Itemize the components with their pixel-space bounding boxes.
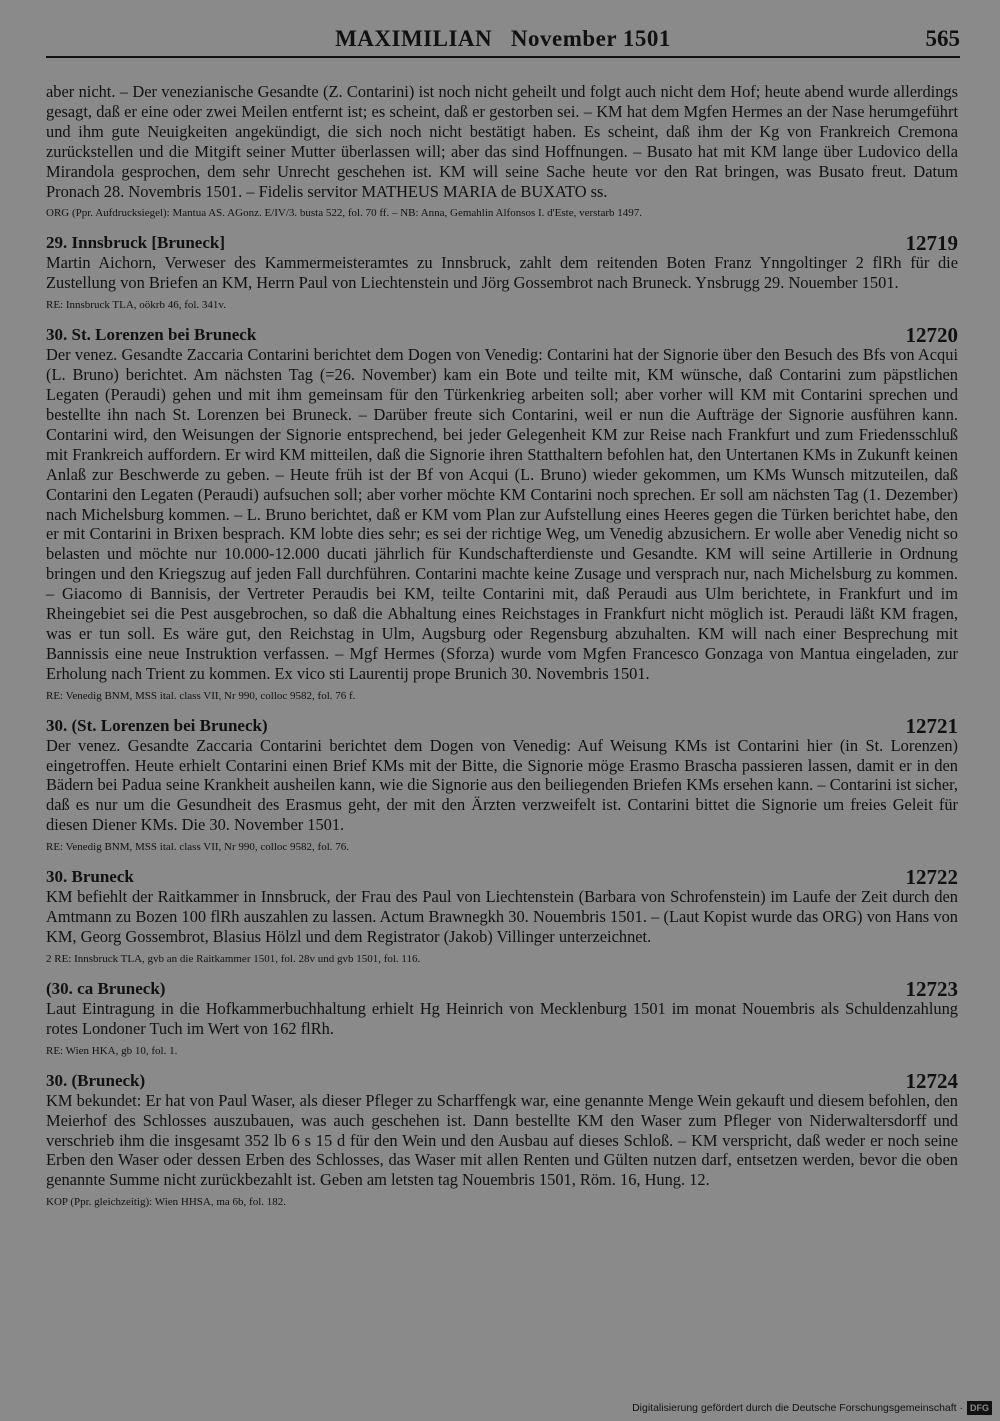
entry-source: RE: Wien HKA, gb 10, fol. 1.: [46, 1044, 178, 1057]
running-header: [46, 26, 960, 58]
entry-text: Martin Aichorn, Verweser des Kammermeisteramtes zu Innsbruck, zahlt dem reitenden Boten Franz Ynngoltinger 2 flRh für die Zustellung von Briefen an KM, Herrn Paul von Liechtenstein und Jörg Gossembrot nach Bruneck. Ynsbrugg 29. Nouember 1501.: [46, 253, 958, 293]
entry-12720: [46, 325, 958, 702]
entry-source: RE: Venedig BNM, MSS ital. class VII, Nr 990, colloc 9582, fol. 76.: [46, 841, 349, 854]
entry-number: 12723: [905, 976, 958, 1001]
entry-heading: (30. ca Bruneck): [46, 978, 166, 998]
entry-12721: [46, 713, 958, 855]
entry-heading: 30. St. Lorenzen bei Bruneck: [46, 325, 257, 345]
entry-header: [46, 323, 958, 348]
footer-text: Digitalisierung gefördert durch die Deutsche Forschungsgemeinschaft ·: [632, 1402, 963, 1414]
entry-12719: [46, 233, 958, 312]
header-title: MAXIMILIAN November 1501: [335, 26, 671, 51]
entry-header: [46, 865, 958, 890]
entry-header: [46, 231, 958, 256]
entry-12722: [46, 867, 958, 966]
entry-heading: 30. Bruneck: [46, 867, 134, 887]
entry-12723: [46, 976, 958, 1058]
dfg-logo-icon: DFG: [967, 1401, 992, 1415]
entry-heading: 30. (St. Lorenzen bei Bruneck): [46, 715, 268, 735]
entry-number: 12720: [905, 323, 958, 348]
entry-header: [46, 713, 958, 738]
intro-source: ORG (Ppr. Aufdrucksiegel): Mantua AS. AGonz. E/IV/3. busta 522, fol. 70 ff. – NB: Anna, Gemahlin Alfonsos I. d'Este, verstarb 1497.: [46, 207, 643, 220]
entry-source: RE: Venedig BNM, MSS ital. class VII, Nr 990, colloc 9582, fol. 76 f.: [46, 689, 356, 702]
entry-number: 12721: [905, 713, 958, 738]
page-content: [46, 82, 958, 1209]
entry-header: [46, 976, 958, 1001]
intro-continuation: [46, 82, 958, 220]
entry-header: [46, 1068, 958, 1093]
entry-number: 12724: [905, 1068, 958, 1093]
digitization-footer: [632, 1401, 992, 1415]
entry-12724: [46, 1068, 958, 1210]
entry-number: 12719: [905, 231, 958, 256]
entry-text: Laut Eintragung in die Hofkammerbuchhaltung erhielt Hg Heinrich von Mecklenburg 1501 im monat Nouembris als Schuldenzahlung rotes Londoner Tuch im Wert von 162 flRh.: [46, 998, 958, 1038]
entry-number: 12722: [905, 865, 958, 890]
entry-heading: 30. (Bruneck): [46, 1070, 146, 1090]
entry-text: Der venez. Gesandte Zaccaria Contarini berichtet dem Dogen von Venedig: Auf Weisung KMs ist Contarini hier (in St. Lorenzen) eingetroffen. Heute erhielt Contarini einen Brief KMs mit der Bitte, die Signorie möge Erasmo Brascha passieren lassen, damit er in den Bädern bei Padua seine Krankheit ausheilen kann, wie die Signorie aus den beiliegenden Briefen KMs ersehen kann. – Contarini ist sicher, daß es nur um die Gesundheit des Erasmus geht, der mit den Ärzten verzweifelt ist. Contarini bittet die Signorie um freies Geleit für diesen Diener KMs. Die 30. November 1501.: [46, 735, 958, 835]
entry-text: KM befiehlt der Raitkammer in Innsbruck, der Frau des Paul von Liechtenstein (Barbara von Schrofenstein) im Laufe der Zeit durch den Amtmann zu Bozen 100 flRh auszahlen zu lassen. Actum Brawnegkh 30. Nouembris 1501. – (Laut Kopist wurde das ORG) von Hans von KM, Georg Gossembrot, Blasius Hölzl und dem Registrator (Jakob) Villinger unterzeichnet.: [46, 887, 958, 946]
intro-text: aber nicht. – Der venezianische Gesandte (Z. Contarini) ist noch nicht geheilt und folgt auch nicht dem Hof; heute abend wurde allerdings gesagt, daß er eine oder zwei Meilen entfernt ist; es scheint, daß er gestorben sei. – KM hat dem Mgfen Hermes an der Nase herumgeführt und ihm gute Neuigkeiten angekündigt, die sich noch nicht bestätigt haben. Es scheint, daß ihm der Kg von Frankreich Cremona zurückstellen und die Mitgift seiner Mutter überlassen will; aber das sind Hoffnungen. – Busato hat mit KM lange über Ludovico della Mirandola gesprochen, dem sehr Unrecht geschehen ist. KM will seine Sache heute vor den Rat bringen, was Busato freut. Datum Pronach 28. Novembris 1501. – Fidelis servitor MATHEUS MARIA de BUXATO ss.: [46, 82, 958, 201]
entry-source: RE: Innsbruck TLA, oökrb 46, fol. 341v.: [46, 299, 226, 312]
entry-source: 2 RE: Innsbruck TLA, gvb an die Raitkammer 1501, fol. 28v und gvb 1501, fol. 116.: [46, 952, 421, 965]
page-number: 565: [925, 26, 960, 51]
entry-text: KM bekundet: Er hat von Paul Waser, als dieser Pfleger zu Scharffengk war, eine genannte Menge Wein gekauft und diesem befohlen, den Meierhof des Schlosses auszubauen, was auch geschehen ist. Dann bestellte KM den Waser zum Pfleger von Niderwaltersdorff und verschrieb ihm die insgesamt 352 lb 6 s 15 d für den Wein und den Ausbau auf dieses Schloß. – KM verspricht, daß weder er noch seine Erben den Waser oder dessen Erben des Schlosses, das Waser mit allen Renten und Gülten nutzen darf, entsetzen werden, bevor die oben genannte Summe nicht zurückbezahlt ist. Geben am letsten tag Nouembris 1501, Röm. 16, Hung. 12.: [46, 1090, 958, 1190]
entry-heading: 29. Innsbruck [Bruneck]: [46, 233, 226, 253]
entry-text: Der venez. Gesandte Zaccaria Contarini berichtet dem Dogen von Venedig: Contarini hat der Signorie über den Besuch des Bfs von Acqui (L. Bruno) berichtet. Am nächsten Tag (=26. November) kam ein Bote und teilte mit, KM wünsche, daß Contarini zum päpstlichen Legaten (Peraudi) gehen und mit ihm gemeinsam für den Türkenkrieg arbeiten soll; aber vorher will KM mit Contarini sprechen und bestellte ihn nach St. Lorenzen bei Bruneck. – Darüber freute sich Contarini, weil er nun die Aufträge der Signorie ausführen kann. Contarini wird, den Weisungen der Signorie entsprechend, bei jeder Gelegenheit KM zur Reise nach Frankfurt und zum Friedensschluß mit Frankreich auffordern. Er wird KM mitteilen, daß die Signorie ihren Statthaltern befohlen hat, den Untertanen KMs in Zukunft keinen Anlaß zur Beschwerde zu geben. – Heute früh ist der Bf von Acqui (L. Bruno) wieder gekommen, um KMs Wunsch mitzuteilen, daß Contarini den Legaten (Peraudi) aufsuchen soll; aber vorher möchte KM Contarini noch sprechen. Er soll am nächsten Tag (1. Dezember) nach Michelsburg kommen. – L. Bruno berichtet, daß er KM vom Plan zur Aufstellung eines Heeres gegen die Türken berichtet habe, den er mit Contarini in Brixen besprach. KM lobte dies sehr; es sei der richtige Weg, um Venedig abzusichern. Er wolle aber Venedig nicht so belasten und möchte nur 10.000-12.000 ducati jährlich für Kundschafterdienste und Gesandte. KM will seine Artillerie in Ordnung bringen und den Kriegszug auf jeden Fall durchführen. Contarini machte keine Zusage und versprach nur, nach Michelsburg zu kommen. – Giacomo di Bannisis, der Vertreter Peraudis bei KM, teilte Contarini mit, daß Peraudi aus Ulm berichtete, in Frankfurt und im Rheingebiet sei die Pest ausgebrochen, so daß die Abhaltung eines Reichstages in Frankfurt nicht möglich ist. Peraudi läßt KM fragen, was er tun soll. Es wäre gut, den Reichstag in Ulm, Augsburg oder Regensburg abzuhalten. KM will nach einer Besprechung mit Bannissis eine neue Instruktion verfassen. – Mgf Hermes (Sforza) wurde vom Mgfen Francesco Gonzaga von Mantua eingeladen, zur Erholung nach Trient zu kommen. Ex vico sti Laurentij prope Brunich 30. Novembris 1501.: [46, 345, 958, 683]
entry-source: KOP (Ppr. gleichzeitig): Wien HHSA, ma 6b, fol. 182.: [46, 1196, 287, 1209]
